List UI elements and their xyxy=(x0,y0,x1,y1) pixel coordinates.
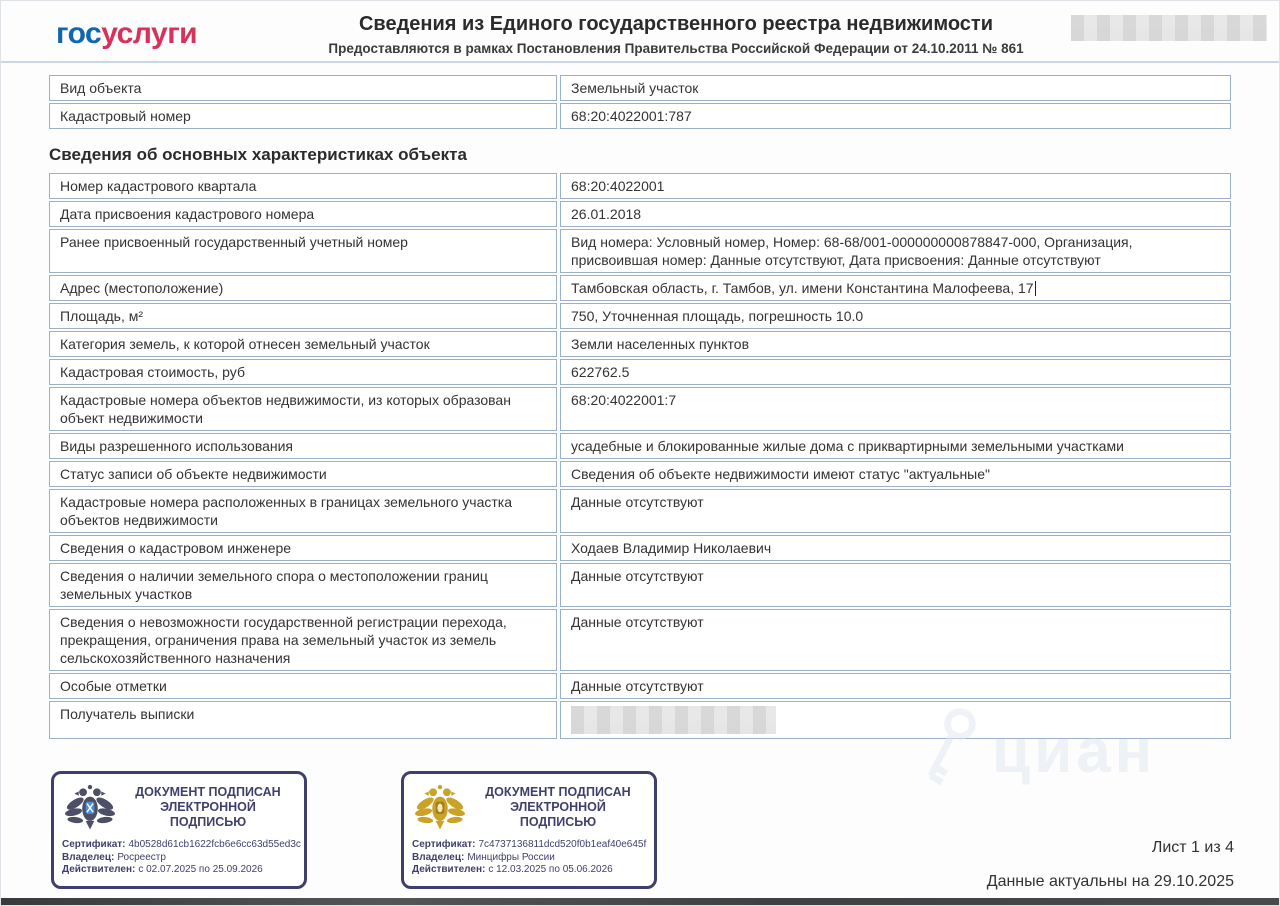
text-cursor xyxy=(1035,281,1037,296)
characteristics-table xyxy=(49,173,1231,739)
row-label-cell: Площадь, м² xyxy=(49,303,557,329)
stamp-top xyxy=(62,781,296,833)
row-label-cell: Кадастровая стоимость, руб xyxy=(49,359,557,385)
stamp-details xyxy=(412,839,646,877)
table-row xyxy=(49,173,1231,199)
table-row xyxy=(49,103,1231,129)
row-value-cell: Вид номера: Условный номер, Номер: 68-68/001-000000000878847-000, Организация, присвоившая номер: Данные отсутствуют, Дата присвоения: Данные отсутствуют xyxy=(560,229,1231,273)
row-label-cell: Получатель выписки xyxy=(49,701,557,739)
section-title: Сведения об основных характеристиках объекта xyxy=(49,145,467,164)
table-row xyxy=(49,303,1231,329)
row-value-cell: 68:20:4022001 xyxy=(560,173,1231,199)
row-value-cell: Данные отсутствуют xyxy=(560,609,1231,671)
row-value-cell: Ходаев Владимир Николаевич xyxy=(560,535,1231,561)
row-value-cell: 750, Уточненная площадь, погрешность 10.0 xyxy=(560,303,1231,329)
table-row xyxy=(49,229,1231,273)
row-label-cell: Сведения о невозможности государственной регистрации перехода, прекращения, ограничения права на земельный участок из земель сельскохозяйственного назначения xyxy=(49,609,557,671)
stamp-certificate: Сертификат: 4b0528d61cb1622fcb6e6cc63d55ed3c xyxy=(62,839,301,850)
row-value-cell: Земельный участок xyxy=(560,75,1231,101)
row-label-cell: Виды разрешенного использования xyxy=(49,433,557,459)
row-label-cell: Особые отметки xyxy=(49,673,557,699)
table-row xyxy=(49,535,1231,561)
stamp-title: ДОКУМЕНТ ПОДПИСАН ЭЛЕКТРОННОЙ ПОДПИСЬЮ xyxy=(135,784,281,829)
russia-coat-of-arms-icon xyxy=(414,781,466,833)
table-row xyxy=(49,75,1231,101)
stamp-owner: Владелец: Минцифры России xyxy=(412,851,555,863)
row-value-cell xyxy=(560,701,1231,739)
row-value-cell: Данные отсутствуют xyxy=(560,489,1231,533)
table-row xyxy=(49,387,1231,431)
sheet-number: Лист 1 из 4 xyxy=(1151,839,1234,856)
stamp-details xyxy=(62,839,301,877)
row-value-cell: Сведения об объекте недвижимости имеют статус "актуальные" xyxy=(560,461,1231,487)
row-value-cell: Данные отсутствуют xyxy=(560,563,1231,607)
stamp-top xyxy=(412,781,646,833)
row-label-cell: Кадастровые номера расположенных в границах земельного участка объектов недвижимости xyxy=(49,489,557,533)
object-summary-table xyxy=(49,75,1231,129)
row-label-cell: Ранее присвоенный государственный учетный номер xyxy=(49,229,557,273)
gosuslugi-logo-red: услуги xyxy=(101,17,198,50)
gosuslugi-logo xyxy=(56,17,281,51)
row-label-cell: Сведения о наличии земельного спора о местоположении границ земельных участков xyxy=(49,563,557,607)
row-label-cell: Статус записи об объекте недвижимости xyxy=(49,461,557,487)
data-actual-date: Данные актуальны на 29.10.2025 xyxy=(986,873,1234,890)
rosreestr-emblem-icon xyxy=(64,781,116,833)
document-body xyxy=(1,63,1279,739)
table-row xyxy=(49,673,1231,699)
table-row xyxy=(49,201,1231,227)
table-row xyxy=(49,563,1231,607)
stamp-validity: Действителен: с 12.03.2025 по 05.06.2026 xyxy=(412,864,613,875)
row-label-cell: Сведения о кадастровом инженере xyxy=(49,535,557,561)
address-value: Тамбовская область, г. Тамбов, ул. имени Константина Малофеева, 17 xyxy=(571,280,1034,296)
watermark-text: циан xyxy=(992,716,1157,786)
row-value-cell xyxy=(560,275,1231,301)
table-row xyxy=(49,433,1231,459)
table-row xyxy=(49,489,1231,533)
stamp-certificate: Сертификат: 7c4737136811dcd520f0b1eaf40e645f xyxy=(412,839,647,850)
row-label-cell: Категория земель, к которой отнесен земельный участок xyxy=(49,331,557,357)
stamp-title: ДОКУМЕНТ ПОДПИСАН ЭЛЕКТРОННОЙ ПОДПИСЬЮ xyxy=(485,784,631,829)
redacted-block-header xyxy=(1071,15,1267,41)
row-value-cell: 26.01.2018 xyxy=(560,201,1231,227)
table-row xyxy=(49,701,1231,739)
table-row xyxy=(49,359,1231,385)
gosuslugi-logo-blue: гос xyxy=(56,17,102,50)
table-row xyxy=(49,275,1231,301)
page-title: Сведения из Единого государственного реестра недвижимости xyxy=(358,13,994,35)
page-subtitle: Предоставляются в рамках Постановления Правительства Российской Федерации от 24.10.2011 № 861 xyxy=(328,41,1024,56)
bottom-edge-strip xyxy=(1,898,1279,905)
row-label-cell: Номер кадастрового квартала xyxy=(49,173,557,199)
table-row xyxy=(49,609,1231,671)
row-label-cell: Кадастровый номер xyxy=(49,103,557,129)
document-header xyxy=(1,1,1279,61)
row-label-cell: Адрес (местоположение) xyxy=(49,275,557,301)
row-label-cell: Кадастровые номера объектов недвижимости, из которых образован объект недвижимости xyxy=(49,387,557,431)
table-row xyxy=(49,331,1231,357)
row-label-cell: Дата присвоения кадастрового номера xyxy=(49,201,557,227)
row-label-cell: Вид объекта xyxy=(49,75,557,101)
header-title-block xyxy=(281,11,1071,56)
row-value-cell: 68:20:4022001:787 xyxy=(560,103,1231,129)
row-value-cell: Земли населенных пунктов xyxy=(560,331,1231,357)
signature-stamp-rosreestr xyxy=(51,771,307,889)
redacted-block-recipient xyxy=(571,706,776,734)
row-value-cell: Данные отсутствуют xyxy=(560,673,1231,699)
row-value-cell: усадебные и блокированные жилые дома с приквартирными земельными участками xyxy=(560,433,1231,459)
stamp-validity: Действителен: с 02.07.2025 по 25.09.2026 xyxy=(62,864,263,875)
signature-stamp-mintsifry xyxy=(401,771,657,889)
row-value-cell: 622762.5 xyxy=(560,359,1231,385)
table-row xyxy=(49,461,1231,487)
row-value-cell: 68:20:4022001:7 xyxy=(560,387,1231,431)
stamp-owner: Владелец: Росреестр xyxy=(62,851,166,863)
